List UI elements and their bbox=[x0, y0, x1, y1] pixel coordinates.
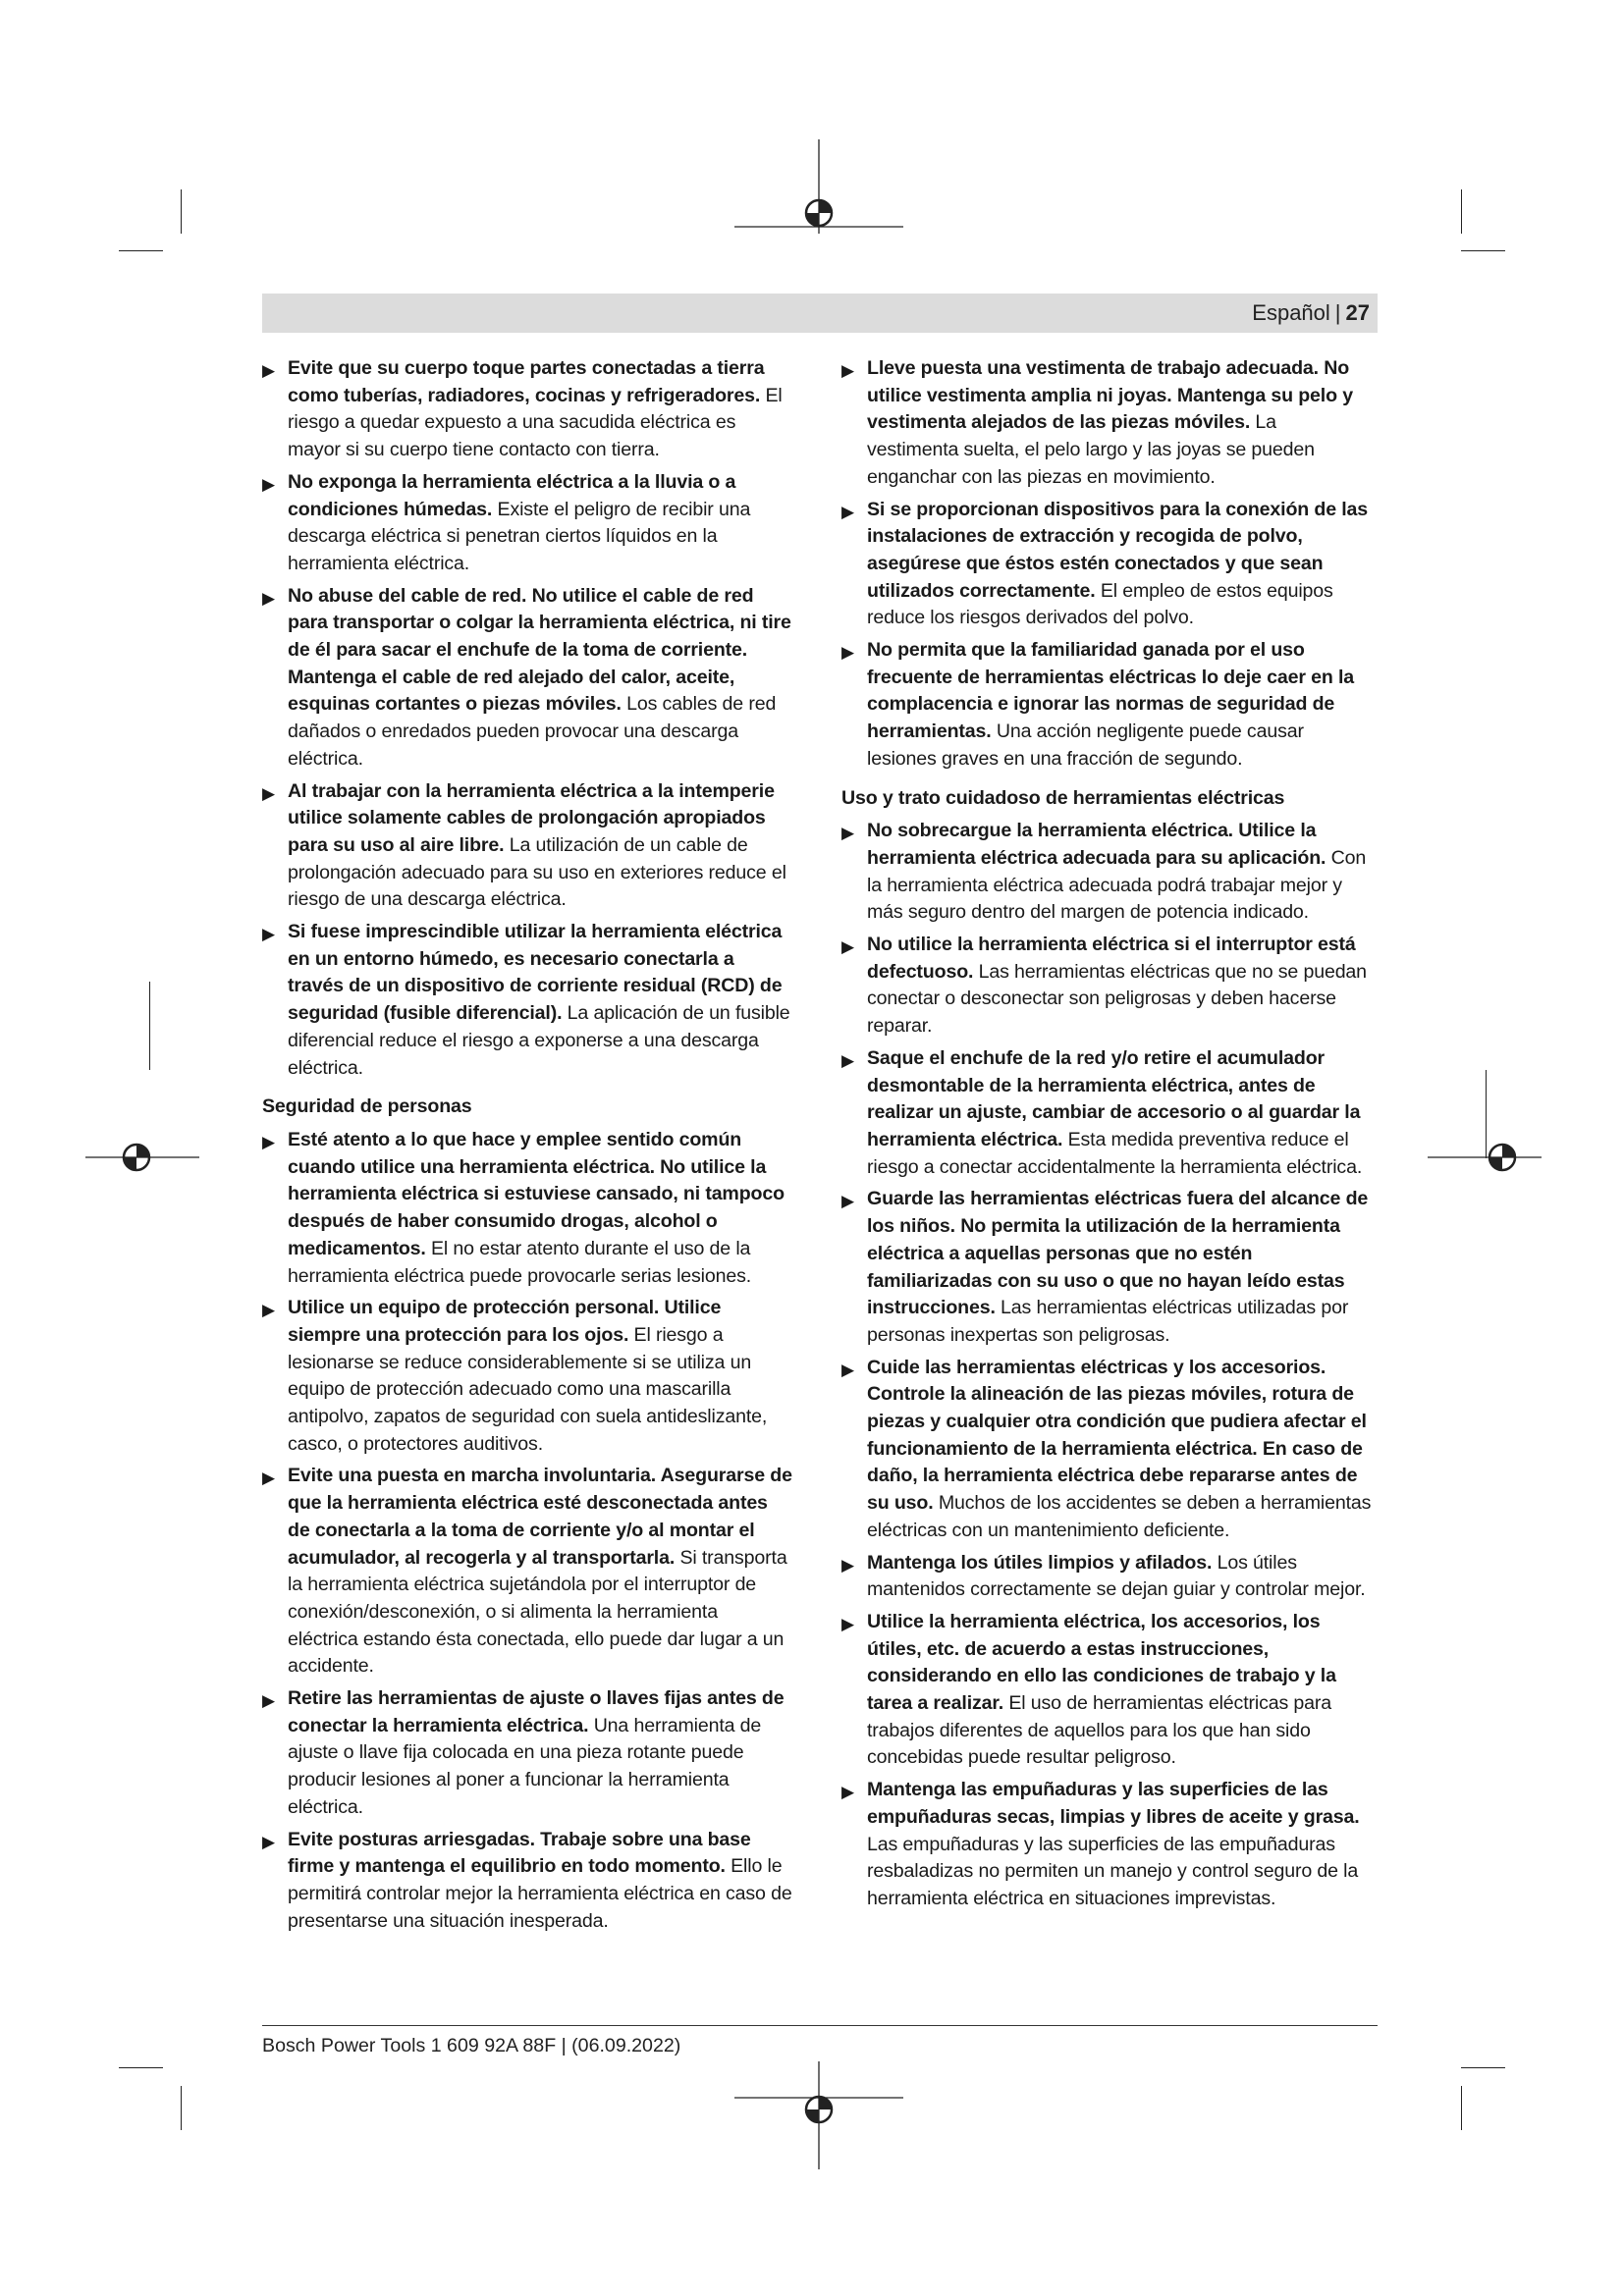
list-item bbox=[841, 818, 1372, 927]
right-column bbox=[841, 355, 1372, 1918]
bullet-arrow-icon: ▶ bbox=[262, 925, 275, 944]
item-text: Las herramientas eléctricas utilizadas por personas inexpertas son peligrosas. bbox=[867, 1297, 1349, 1346]
bullet-arrow-icon: ▶ bbox=[841, 937, 854, 957]
bullet-arrow-icon: ▶ bbox=[262, 1832, 275, 1851]
item-bold-text: No abuse del cable de red. No utilice el cable de red para transportar o colgar la herramienta eléctrica, ni tire de él para sacar el enchufe de la toma de corriente. Mantenga el cable de red alejado del calor, aceite, esquinas cortantes o piezas móviles. bbox=[288, 584, 791, 716]
bullet-arrow-icon: ▶ bbox=[841, 643, 854, 663]
section-title: Seguridad de personas bbox=[262, 1095, 472, 1118]
list-item bbox=[841, 1777, 1372, 1913]
bullet-arrow-icon: ▶ bbox=[262, 588, 275, 608]
list-item bbox=[841, 637, 1372, 774]
crop-mark bbox=[149, 982, 150, 1070]
bullet-arrow-icon: ▶ bbox=[262, 783, 275, 803]
list-item bbox=[262, 1827, 792, 1936]
bullet-arrow-icon: ▶ bbox=[841, 1050, 854, 1070]
list-item bbox=[841, 355, 1372, 492]
list-item bbox=[841, 932, 1372, 1041]
item-bold-text: Mantenga los útiles limpios y afilados. bbox=[867, 1551, 1213, 1574]
list-item bbox=[262, 1295, 792, 1458]
item-text: Las empuñaduras y las superficies de las empuñaduras resbaladizas no permiten un manejo y control seguro de la herramienta eléctrica en situaciones imprevistas. bbox=[867, 1833, 1359, 1909]
list-item bbox=[841, 1045, 1372, 1182]
item-bold-text: Mantenga las empuñaduras y las superficies de las empuñaduras secas, limpias y libres de aceite y grasa. bbox=[867, 1779, 1360, 1828]
bullet-arrow-icon: ▶ bbox=[262, 1468, 275, 1488]
list-item bbox=[262, 1685, 792, 1822]
item-text: Los útiles mantenidos correctamente se dejan guiar y controlar mejor. bbox=[867, 1551, 1366, 1601]
list-item bbox=[262, 1463, 792, 1681]
item-bold-text: Evite posturas arriesgadas. Trabaje sobre una base firme y mantenga el equilibrio en todo momento. bbox=[288, 1828, 751, 1878]
bullet-arrow-icon: ▶ bbox=[262, 1132, 275, 1151]
header-language: Español bbox=[1252, 300, 1330, 325]
item-bold-text: Utilice la herramienta eléctrica, los accesorios, los útiles, etc. de acuerdo a estas instrucciones, considerando en ello las condiciones de trabajo y la tarea a realizar. bbox=[867, 1610, 1336, 1715]
bullet-arrow-icon: ▶ bbox=[262, 1301, 275, 1320]
item-text: Una herramienta de ajuste o llave fija colocada en una pieza rotante puede producir lesiones al poner a funcionar la herramienta eléctrica. bbox=[288, 1714, 762, 1818]
item-text: La vestimenta suelta, el pelo largo y las joyas se pueden enganchar con las piezas en movimiento. bbox=[867, 411, 1315, 488]
item-text: Ello le permitirá controlar mejor la herramienta eléctrica en caso de presentarse una situación inesperada. bbox=[288, 1855, 792, 1932]
item-text: Los cables de red dañados o enredados pueden provocar una descarga eléctrica. bbox=[288, 693, 777, 770]
item-bold-text: No utilice la herramienta eléctrica si el interruptor está defectuoso. bbox=[867, 934, 1356, 983]
item-bold-text: Cuide las herramientas eléctricas y los accesorios. Controle la alineación de las piezas móviles, rotura de piezas y cualquier otra condición que pudiera afectar el funcionamiento de la herramienta eléctrica. En caso de daño, la herramienta eléctrica debe repararse antes de su uso. bbox=[867, 1356, 1367, 1515]
item-bold-text: No exponga la herramienta eléctrica a la lluvia o a condiciones húmedas. bbox=[288, 470, 736, 520]
list-item bbox=[841, 1550, 1372, 1604]
header-text bbox=[1252, 299, 1370, 327]
list-item bbox=[262, 355, 792, 464]
crop-mark bbox=[119, 2067, 163, 2068]
bullet-arrow-icon: ▶ bbox=[262, 474, 275, 494]
crop-mark bbox=[1461, 189, 1462, 234]
list-item bbox=[262, 1127, 792, 1290]
item-text: El empleo de estos equipos reduce los riesgos derivados del polvo. bbox=[867, 579, 1333, 629]
crop-mark bbox=[181, 2086, 182, 2130]
item-bold-text: Saque el enchufe de la red y/o retire el acumulador desmontable de la herramienta eléctrica, antes de realizar un ajuste, cambiar de accesorio o al guardar la herramienta eléctrica. bbox=[867, 1046, 1361, 1150]
crop-mark bbox=[181, 189, 182, 234]
item-text: Existe el peligro de recibir una descarga eléctrica si penetran ciertos líquidos en la herramienta eléctrica. bbox=[288, 498, 751, 574]
item-text: Las herramientas eléctricas que no se puedan conectar o desconectar son peligrosas y deben hacerse reparar. bbox=[867, 960, 1367, 1038]
item-bold-text: Evite que su cuerpo toque partes conectadas a tierra como tuberías, radiadores, cocinas y refrigeradores. bbox=[288, 357, 765, 406]
item-bold-text: Guarde las herramientas eléctricas fuera del alcance de los niños. No permita la utilización de la herramienta eléctrica a aquellas personas que no estén familiarizadas con su uso o que no hayan leído estas instrucciones. bbox=[867, 1188, 1369, 1319]
item-text: El riesgo a quedar expuesto a una sacudida eléctrica es mayor si su cuerpo tiene contacto con tierra. bbox=[288, 384, 783, 461]
bullet-arrow-icon: ▶ bbox=[841, 1783, 854, 1802]
bullet-arrow-icon: ▶ bbox=[841, 824, 854, 843]
list-item bbox=[262, 778, 792, 915]
registration-mark-icon bbox=[1426, 1099, 1543, 1217]
registration-mark-icon bbox=[730, 137, 906, 255]
page-number: 27 bbox=[1345, 300, 1370, 325]
header-separator: | bbox=[1334, 300, 1341, 325]
bullet-arrow-icon: ▶ bbox=[262, 1691, 275, 1711]
item-bold-text: No permita que la familiaridad ganada por el uso frecuente de herramientas eléctricas lo deje caer en la complacencia e ignorar las normas de seguridad de herramientas. bbox=[867, 639, 1354, 743]
item-text: Muchos de los accidentes se deben a herramientas eléctricas con un mantenimiento deficiente. bbox=[867, 1492, 1372, 1541]
bullet-arrow-icon: ▶ bbox=[262, 361, 275, 380]
bullet-arrow-icon: ▶ bbox=[841, 502, 854, 521]
crop-mark bbox=[1461, 2067, 1505, 2068]
item-text: Esta medida preventiva reduce el riesgo a conectar accidentalmente la herramienta eléctrica. bbox=[867, 1128, 1363, 1178]
list-item bbox=[841, 1609, 1372, 1772]
item-bold-text: Si fuese imprescindible utilizar la herramienta eléctrica en un entorno húmedo, es necesario conectarla a través de un dispositivo de corriente residual (RCD) de seguridad (fusible diferencial). bbox=[288, 921, 783, 1025]
page-header bbox=[262, 294, 1378, 333]
bullet-arrow-icon: ▶ bbox=[841, 361, 854, 380]
item-text: Si transporta la herramienta eléctrica sujetándola por el interruptor de conexión/desconexión, o si alimenta la herramienta eléctrica estando ésta conectada, ello puede dar lugar a un accidente. bbox=[288, 1546, 787, 1678]
footer-divider bbox=[262, 2025, 1378, 2026]
item-text: Con la herramienta eléctrica adecuada podrá trabajar mejor y más seguro dentro del margen de potencia indicado. bbox=[867, 846, 1367, 924]
item-bold-text: Al trabajar con la herramienta eléctrica a la intemperie utilice solamente cables de prolongación apropiados para su uso al aire libre. bbox=[288, 779, 775, 856]
item-text: El no estar atento durante el uso de la herramienta eléctrica puede provocarle serias lesiones. bbox=[288, 1237, 752, 1287]
registration-mark-icon bbox=[83, 1099, 201, 1217]
bullet-arrow-icon: ▶ bbox=[841, 1192, 854, 1211]
list-item bbox=[262, 583, 792, 774]
crop-mark bbox=[1461, 250, 1505, 251]
left-column bbox=[262, 355, 792, 1940]
item-bold-text: Lleve puesta una vestimenta de trabajo adecuada. No utilice vestimenta amplia ni joyas. Mantenga su pelo y vestimenta alejados de las piezas móviles. bbox=[867, 357, 1353, 434]
bullet-arrow-icon: ▶ bbox=[841, 1555, 854, 1575]
item-bold-text: Retire las herramientas de ajuste o llaves fijas antes de conectar la herramienta eléctrica. bbox=[288, 1687, 785, 1736]
crop-mark bbox=[119, 250, 163, 251]
item-bold-text: No sobrecargue la herramienta eléctrica. Utilice la herramienta eléctrica adecuada para su aplicación. bbox=[867, 820, 1326, 869]
item-text: Una acción negligente puede causar lesiones graves en una fracción de segundo. bbox=[867, 721, 1304, 770]
item-text: La aplicación de un fusible diferencial reduce el riesgo a exponerse a una descarga eléctrica. bbox=[288, 1002, 790, 1079]
item-bold-text: Si se proporcionan dispositivos para la conexión de las instalaciones de extracción y recogida de polvo, asegúrese que éstos estén conectados y que sean utilizados correctamente. bbox=[867, 498, 1369, 602]
bullet-arrow-icon: ▶ bbox=[841, 1614, 854, 1633]
item-bold-text: Evite una puesta en marcha involuntaria. Asegurarse de que la herramienta eléctrica esté desconectada antes de conectarla a la toma de corriente y/o al montar el acumulador, al recogerla y al transportarla. bbox=[288, 1465, 792, 1569]
list-item bbox=[262, 469, 792, 578]
item-text: La utilización de un cable de prolongación adecuado para su uso en exteriores reduce el riesgo de una descarga eléctrica. bbox=[288, 833, 786, 911]
list-item bbox=[841, 1355, 1372, 1545]
list-item bbox=[841, 497, 1372, 633]
item-bold-text: Esté atento a lo que hace y emplee sentido común cuando utilice una herramienta eléctrica. No utilice la herramienta eléctrica si estuviese cansado, ni tampoco después de haber consumido drogas, alcohol o medicamentos. bbox=[288, 1128, 785, 1259]
registration-mark-icon bbox=[730, 2061, 906, 2179]
page-footer: Bosch Power Tools 1 609 92A 88F | (06.09.2022) bbox=[262, 2035, 681, 2056]
item-text: El uso de herramientas eléctricas para trabajos diferentes de aquellos para los que han sido concebidas puede resultar peligroso. bbox=[867, 1692, 1332, 1769]
list-item bbox=[841, 1186, 1372, 1349]
bullet-arrow-icon: ▶ bbox=[841, 1360, 854, 1379]
list-item bbox=[262, 919, 792, 1082]
section-title: Uso y trato cuidadoso de herramientas eléctricas bbox=[841, 786, 1285, 809]
crop-mark bbox=[1461, 2086, 1462, 2130]
item-text: El riesgo a lesionarse se reduce considerablemente si se utiliza un equipo de protección adecuado como una mascarilla antipolvo, zapatos de seguridad con suela antideslizante, casco, o protectores auditivos. bbox=[288, 1323, 768, 1455]
item-bold-text: Utilice un equipo de protección personal. Utilice siempre una protección para los ojos. bbox=[288, 1297, 722, 1346]
